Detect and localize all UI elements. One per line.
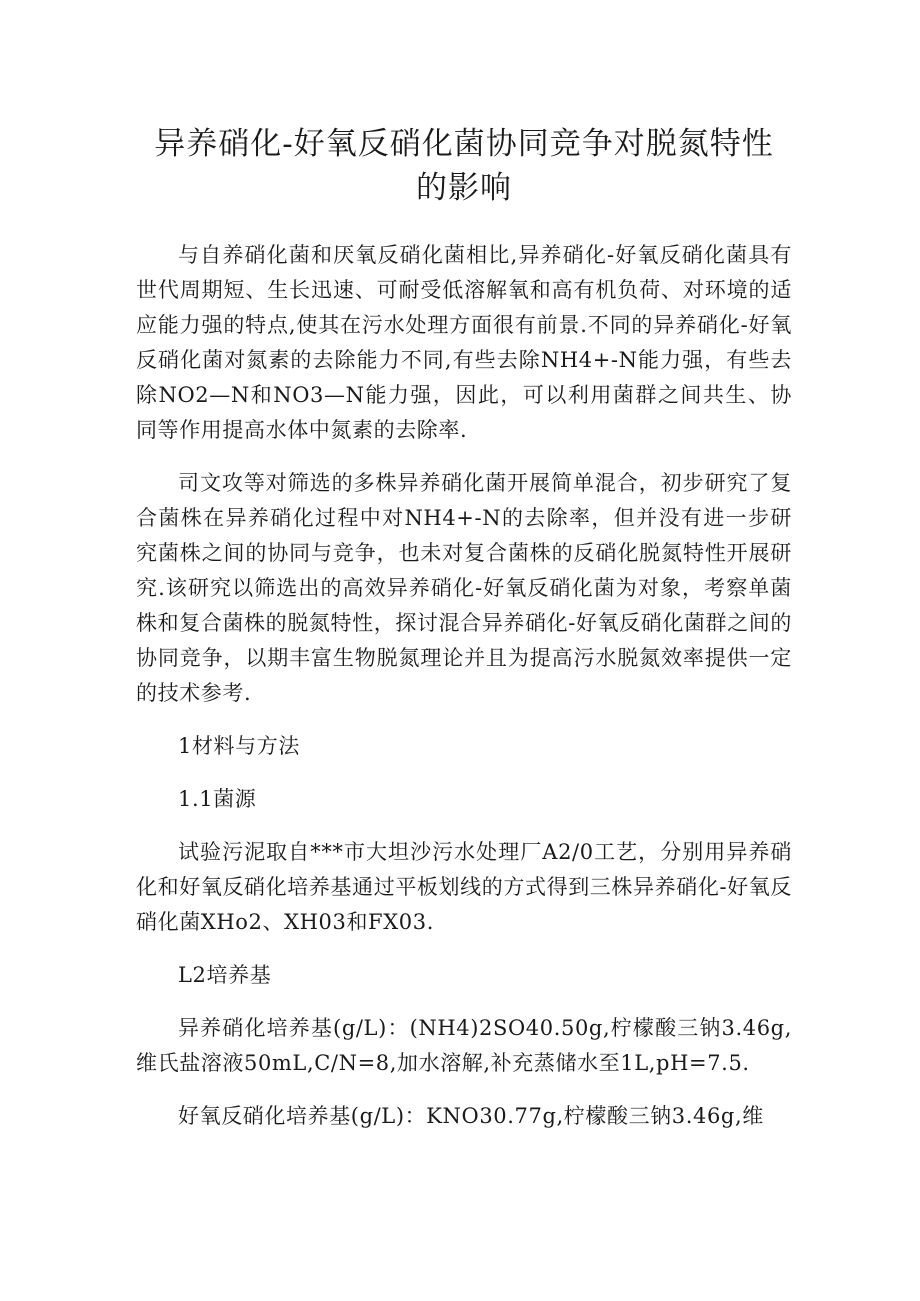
intro-paragraph: 与自养硝化菌和厌氧反硝化菌相比,异养硝化-好氧反硝化菌具有世代周期短、生长迅速、可耐受低溶解氧和高有机负荷、对环境的适应能力强的特点,使其在污水处理方面很有前景.不同的异养硝化-好氧反硝化菌对氮素的去除能力不同,有些去除NH4+-N能力强，有些去除NO2—N和NO3—N能力强，因此，可以利用菌群之间共生、协同等作用提高水体中氮素的去除率. [136, 243, 792, 442]
section-heading-materials-methods: 1材料与方法 [178, 734, 300, 758]
nitrification-medium-paragraph: 异养硝化培养基(g/L)：(NH4)2SO40.50g,柠檬酸三钠3.46g,维氏盐溶液50mL,C/N=8,加水溶解,补充蒸储水至1L,pH=7.5. [136, 1016, 792, 1075]
subsection-heading-culture-medium: L2培养基 [178, 963, 272, 987]
denitrification-medium-paragraph: 好氧反硝化培养基(g/L)：KNO30.77g,柠檬酸三钠3.46g,维 [178, 1104, 764, 1128]
research-paragraph: 司文攻等对筛选的多株异养硝化菌开展简单混合，初步研究了复合菌株在异养硝化过程中对NH4+-N的去除率，但并没有进一步研究菌株之间的协同与竞争，也未对复合菌株的反硝化脱氮特性开展研究.该研究以筛选出的高效异养硝化-好氧反硝化菌为对象，考察单菌株和复合菌株的脱氮特性，探讨混合异养硝化-好氧反硝化菌群之间的协同竞争，以期丰富生物脱氮理论并且为提高污水脱氮效率提供一定的技术参考. [136, 471, 792, 705]
document-title: 异养硝化-好氧反硝化菌协同竞争对脱氮特性的影响 [154, 126, 774, 206]
subsection-heading-bacteria-source: 1.1菌源 [178, 787, 257, 811]
bacteria-source-paragraph: 试验污泥取自***市大坦沙污水处理厂A2/0工艺，分别用异养硝化和好氧反硝化培养基通过平板划线的方式得到三株异养硝化-好氧反硝化菌XHo2、XH03和FX03. [136, 840, 792, 934]
